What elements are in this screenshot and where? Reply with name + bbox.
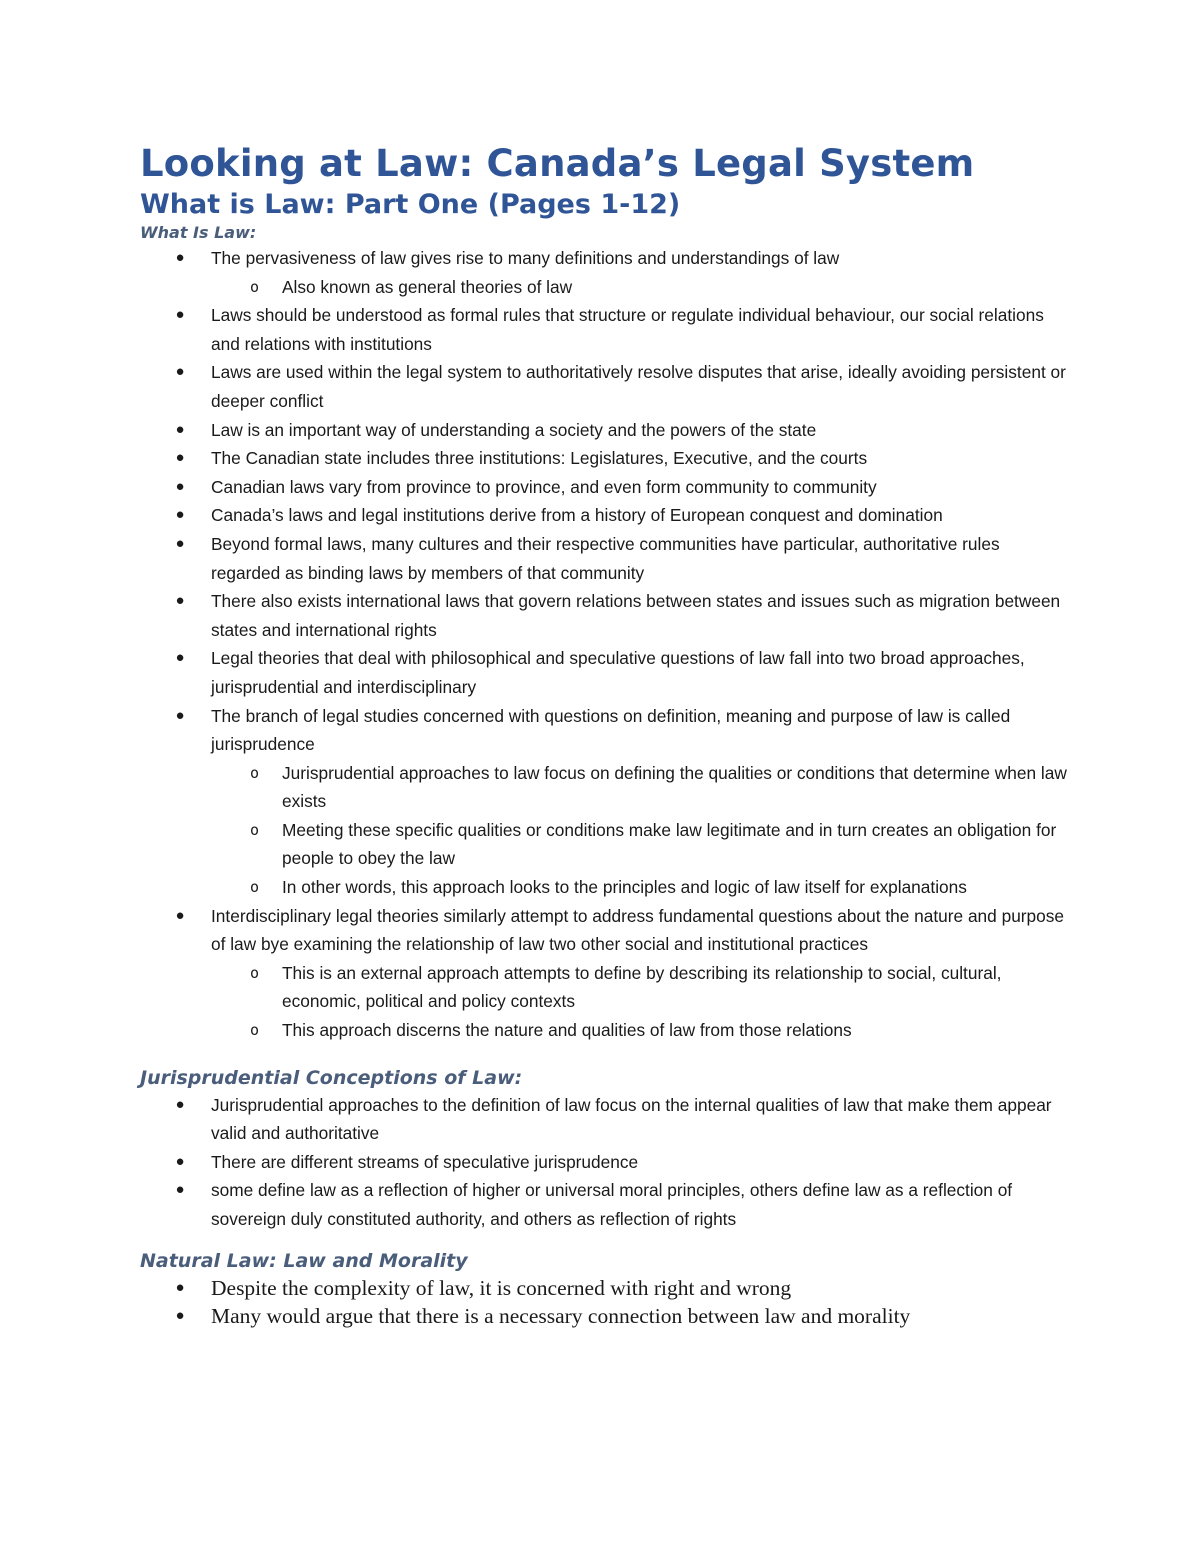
bullet-icon: ● <box>175 1095 185 1113</box>
list-item: ● Legal theories that deal with philosophical and speculative questions of law fall into two broad approaches, jurisprudential and interdisciplinary <box>140 644 1070 701</box>
sub-list-item: o In other words, this approach looks to the principles and logic of law itself for explanations <box>140 873 1070 902</box>
list-item: ● The branch of legal studies concerned with questions on definition, meaning and purpose of law is called jurisprudence <box>140 702 1070 759</box>
list-item: ● Despite the complexity of law, it is concerned with right and wrong <box>175 1275 792 1300</box>
bullet-list-what-is-law <box>140 244 1070 1045</box>
bullet-icon: ● <box>175 592 185 610</box>
list-item: ● Laws are used within the legal system to authoritatively resolve disputes that arise, ideally avoiding persistent or deeper conflict <box>140 358 1070 415</box>
sub-list-item: o Jurisprudential approaches to law focus on defining the qualities or conditions that determine when law exists <box>140 759 1070 816</box>
list-item: ● Jurisprudential approaches to the definition of law focus on the internal qualities of law that make them appear valid and authoritative <box>140 1091 1070 1148</box>
bullet-icon: ● <box>175 506 185 524</box>
sub-bullet-icon: o <box>250 963 260 982</box>
list-item: ● some define law as a reflection of higher or universal moral principles, others define law as a reflection of sovereign duly constituted authority, and others as reflection of rights <box>140 1176 1070 1233</box>
sub-list-item: o This approach discerns the nature and qualities of law from those relations <box>140 1016 1070 1045</box>
list-item: ● Canada’s laws and legal institutions derive from a history of European conquest and domination <box>140 501 1070 530</box>
sub-bullet-icon: o <box>250 878 260 897</box>
bullet-list-jurisprudential-conceptions <box>140 1091 1070 1234</box>
bullet-icon: ● <box>175 420 185 438</box>
bullet-icon: ● <box>175 1307 185 1324</box>
list-item: ● Many would argue that there is a necessary connection between law and morality <box>175 1303 911 1328</box>
sub-list-item: o This is an external approach attempts to define by describing its relationship to social, cultural, economic, political and policy contexts <box>140 959 1070 1016</box>
bullet-icon: ● <box>175 249 185 266</box>
bullet-icon: ● <box>175 706 185 724</box>
sub-bullet-icon: o <box>250 763 260 782</box>
list-item: ● Law is an important way of understanding a society and the powers of the state <box>140 416 1070 445</box>
section-heading-natural-law: Natural Law: Law and Morality <box>140 1249 468 1272</box>
list-item: ● Laws should be understood as formal rules that structure or regulate individual behaviour, our social relations and relations with institutions <box>140 301 1070 358</box>
sub-bullet-icon: o <box>250 277 260 296</box>
bullet-icon: ● <box>175 649 185 667</box>
section-heading-jurisprudential-conceptions: Jurisprudential Conceptions of Law: <box>140 1066 523 1089</box>
bullet-icon: ● <box>175 477 185 495</box>
bullet-icon: ● <box>175 1152 185 1170</box>
bullet-icon: ● <box>175 449 185 467</box>
bullet-list-natural-law <box>140 1274 1070 1330</box>
list-item: ● The pervasiveness of law gives rise to many definitions and understandings of law <box>140 244 1070 273</box>
bullet-icon: ● <box>175 534 185 552</box>
sub-bullet-icon: o <box>250 1021 260 1040</box>
bullet-icon: ● <box>175 306 185 324</box>
sub-bullet-icon: o <box>250 820 260 839</box>
document-subtitle: What is Law: Part One (Pages 1-12) <box>140 189 681 220</box>
document-title: Looking at Law: Canada’s Legal System <box>140 142 975 185</box>
sub-list-item: o Meeting these specific qualities or conditions make law legitimate and in turn creates an obligation for people to obey the law <box>140 816 1070 873</box>
bullet-icon: ● <box>175 906 185 924</box>
list-item: ● Canadian laws vary from province to province, and even form community to community <box>140 473 1070 502</box>
bullet-icon: ● <box>175 1279 185 1296</box>
section-heading-what-is-law: What Is Law: <box>140 223 257 242</box>
document-page <box>140 140 1070 1330</box>
list-item: ● Interdisciplinary legal theories similarly attempt to address fundamental questions about the nature and purpose of law bye examining the relationship of law two other social and institutional practices <box>140 902 1070 959</box>
list-item: ● The Canadian state includes three institutions: Legislatures, Executive, and the courts <box>140 444 1070 473</box>
bullet-icon: ● <box>175 1181 185 1199</box>
list-item: ● There are different streams of speculative jurisprudence <box>140 1148 1070 1177</box>
list-item: ● There also exists international laws that govern relations between states and issues such as migration between states and international rights <box>140 587 1070 644</box>
sub-list-item: o Also known as general theories of law <box>140 273 1070 302</box>
list-item: ● Beyond formal laws, many cultures and their respective communities have particular, authoritative rules regarded as binding laws by members of that community <box>140 530 1070 587</box>
bullet-icon: ● <box>175 363 185 381</box>
